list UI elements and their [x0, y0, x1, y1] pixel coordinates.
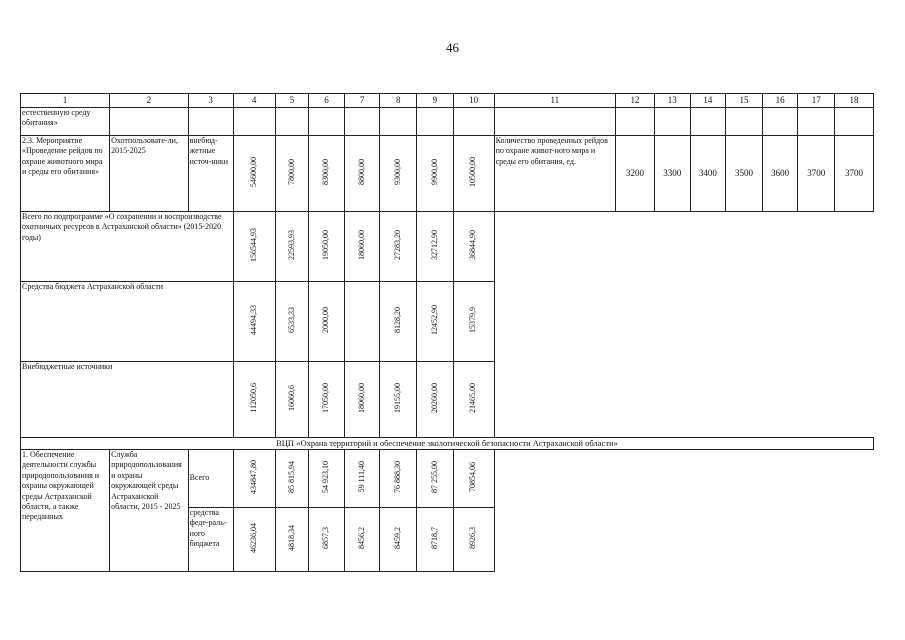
amount-year: 70854,06 — [468, 461, 478, 492]
amount-year: 9300,00 — [393, 158, 403, 185]
target-value: 3500 — [726, 136, 763, 212]
amount-year: 7800,00 — [286, 158, 296, 185]
col-header: 5 — [275, 94, 309, 108]
col-header: 15 — [726, 94, 763, 108]
amount-year: 18060,00 — [356, 229, 366, 260]
target-value: 3600 — [762, 136, 798, 212]
amount-year: 59 111,40 — [356, 461, 366, 493]
program-banner: ВЦП «Охрана территорий и обеспечение экологической безопасности Астраханской области» — [21, 438, 874, 450]
col-header: 4 — [233, 94, 275, 108]
extrabudget-row — [21, 362, 874, 438]
amount-year: 17050,00 — [321, 382, 331, 413]
amount-year: 10500,00 — [468, 156, 478, 187]
amount-year: 87 255,00 — [429, 460, 439, 493]
col-header: 17 — [798, 94, 835, 108]
amount-year: 8459,2 — [393, 526, 403, 549]
amount-year: 2000,00 — [321, 306, 331, 333]
col-header: 13 — [654, 94, 690, 108]
amount-year: 9900,00 — [429, 158, 439, 185]
amount-year: 32712,90 — [429, 229, 439, 260]
amount-year: 8128,20 — [393, 306, 403, 333]
amount-year: 6533,33 — [286, 306, 296, 333]
budget-table — [20, 93, 874, 572]
col-header: 8 — [380, 94, 417, 108]
amount-year: 22593,93 — [286, 229, 296, 260]
amount-year: 85 815,94 — [286, 460, 296, 493]
item-1-source-total: Всего — [188, 450, 233, 508]
amount-year: 8926,3 — [468, 526, 478, 549]
col-header: 9 — [417, 94, 454, 108]
col-header: 16 — [762, 94, 798, 108]
item-1-executor: Служба природопользования и охраны окружающей среды Астраханской области, 2015 - 2025 — [110, 450, 189, 572]
amount-year: 21465,00 — [468, 382, 478, 413]
extrabudget-label: Внебюджетные источники — [21, 362, 234, 438]
budget-row — [21, 282, 874, 362]
target-value: 3200 — [616, 136, 655, 212]
amount-year: 18060,00 — [356, 382, 366, 413]
col-header: 18 — [835, 94, 874, 108]
continuation-row — [21, 108, 874, 136]
item-1-title: 1. Обеспечение деятельности службы природопользования и охраны окружающей среды Астраханской области, а также переданных — [21, 450, 110, 572]
col-header: 14 — [690, 94, 726, 108]
amount-year: 8718,7 — [429, 526, 439, 549]
amount-year: 19155,00 — [393, 382, 403, 413]
amount-year: 54 923,10 — [321, 460, 331, 493]
amount-year: 27283,20 — [393, 229, 403, 260]
target-value: 3700 — [798, 136, 835, 212]
target-value: 3700 — [835, 136, 874, 212]
amount-year: 12452,90 — [429, 304, 439, 335]
amount-year: 20260,00 — [429, 382, 439, 413]
total-label: Всего по подпрограмме «О сохранении и воспроизводстве охотничьих ресурсов в Астраханской области» (2015-2020 годы) — [21, 212, 234, 282]
amount-total: 46236,04 — [248, 522, 258, 553]
page-number: 46 — [446, 40, 459, 55]
continuation-text: естественную среду обитания» — [21, 108, 110, 136]
target-value: 3300 — [654, 136, 690, 212]
amount-year: 36844,90 — [468, 229, 478, 260]
amount-year: 4818,34 — [286, 524, 296, 551]
col-header: 7 — [344, 94, 380, 108]
amount-year: 8456,2 — [356, 526, 366, 549]
col-header: 3 — [188, 94, 233, 108]
amount-total: 434847,80 — [248, 459, 258, 494]
item-1-row — [21, 450, 874, 508]
item-2-3-executor: Охотпользовате-ли, 2015-2025 — [110, 136, 189, 212]
amount-year: 6857,3 — [321, 526, 331, 549]
amount-total: 156544,93 — [248, 227, 258, 262]
column-number-row — [21, 94, 874, 108]
target-value: 3400 — [690, 136, 726, 212]
amount-total: 44494,33 — [248, 304, 258, 335]
col-header: 2 — [110, 94, 189, 108]
amount-year: 16060,6 — [286, 384, 296, 411]
amount-year: 76 888,30 — [393, 460, 403, 493]
item-1-source-federal: средства феде-раль-ного бюджета — [188, 508, 233, 572]
amount-year: 8800,00 — [356, 158, 366, 185]
amount-year: 8300,00 — [321, 158, 331, 185]
indicator-text: Количество проведенных рейдов по охране живот-ного мира и среды его обитания, ед. — [494, 136, 616, 212]
item-2-3-row — [21, 136, 874, 212]
col-header: 11 — [494, 94, 616, 108]
amount-year: 19050,00 — [321, 229, 331, 260]
amount-total: 54600,00 — [248, 156, 258, 187]
item-2-3-title: 2.3. Мероприятие «Проведение рейдов по охране животного мира и среды его обитания» — [21, 136, 110, 212]
item-2-3-source: внебюд-жетные источ-ники — [188, 136, 233, 212]
total-row — [21, 212, 874, 282]
col-header: 12 — [616, 94, 655, 108]
amount-year: 15379,9 — [468, 306, 478, 333]
program-banner-row — [21, 438, 874, 450]
amount-total: 112050,6 — [248, 382, 258, 413]
budget-label: Средства бюджета Астраханской области — [21, 282, 234, 362]
col-header: 10 — [453, 94, 494, 108]
col-header: 6 — [309, 94, 345, 108]
col-header: 1 — [21, 94, 110, 108]
